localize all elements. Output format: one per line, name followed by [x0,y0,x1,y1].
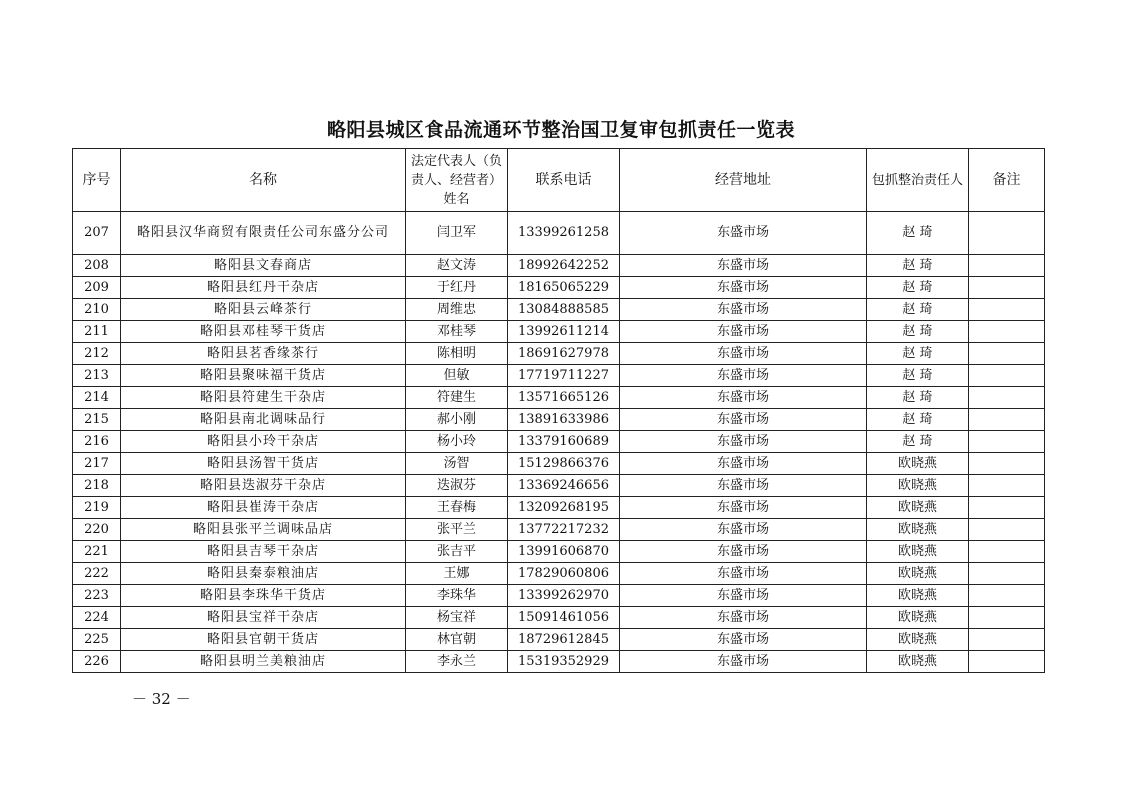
cell-representative: 迭淑芬 [406,475,508,497]
header-seq: 序号 [73,149,121,212]
cell-seq: 208 [73,255,121,277]
cell-phone: 15129866376 [508,453,620,475]
cell-address: 东盛市场 [620,343,867,365]
header-representative: 法定代表人（负责人、经营者）姓名 [406,149,508,212]
cell-address: 东盛市场 [620,453,867,475]
cell-name: 略阳县官朝干货店 [121,629,406,651]
cell-address: 东盛市场 [620,255,867,277]
cell-seq: 211 [73,321,121,343]
cell-name: 略阳县崔涛干杂店 [121,497,406,519]
table-row [73,541,1045,563]
document-title: 略阳县城区食品流通环节整治国卫复审包抓责任一览表 [326,119,795,141]
cell-note [969,607,1045,629]
cell-address: 东盛市场 [620,475,867,497]
cell-note [969,541,1045,563]
cell-name: 略阳县茗香缘茶行 [121,343,406,365]
cell-name: 略阳县邓桂琴干货店 [121,321,406,343]
table-row [73,563,1045,585]
cell-representative: 杨宝祥 [406,607,508,629]
cell-name: 略阳县李珠华干货店 [121,585,406,607]
cell-responsible: 欧晓燕 [867,541,969,563]
cell-seq: 216 [73,431,121,453]
table-row [73,585,1045,607]
cell-phone: 13379160689 [508,431,620,453]
cell-phone: 13399262970 [508,585,620,607]
cell-phone: 13992611214 [508,321,620,343]
cell-responsible: 赵 琦 [867,343,969,365]
table-row [73,651,1045,673]
cell-responsible: 欧晓燕 [867,453,969,475]
cell-seq: 226 [73,651,121,673]
cell-address: 东盛市场 [620,629,867,651]
cell-note [969,299,1045,321]
cell-representative: 陈相明 [406,343,508,365]
table-row [73,431,1045,453]
cell-address: 东盛市场 [620,497,867,519]
cell-phone: 17829060806 [508,563,620,585]
cell-responsible: 欧晓燕 [867,563,969,585]
cell-responsible: 欧晓燕 [867,607,969,629]
cell-seq: 214 [73,387,121,409]
cell-phone: 13571665126 [508,387,620,409]
cell-seq: 215 [73,409,121,431]
cell-representative: 李珠华 [406,585,508,607]
table-row [73,387,1045,409]
cell-address: 东盛市场 [620,585,867,607]
header-responsible: 包抓整治责任人 [867,149,969,212]
cell-name: 略阳县汉华商贸有限责任公司东盛分公司 [121,212,406,255]
cell-name: 略阳县南北调味品行 [121,409,406,431]
cell-responsible: 赵 琦 [867,387,969,409]
cell-representative: 邓桂琴 [406,321,508,343]
cell-phone: 13084888585 [508,299,620,321]
cell-seq: 221 [73,541,121,563]
cell-phone: 15091461056 [508,607,620,629]
cell-representative: 于红丹 [406,277,508,299]
cell-representative: 赵文涛 [406,255,508,277]
cell-note [969,475,1045,497]
cell-representative: 郝小刚 [406,409,508,431]
cell-responsible: 欧晓燕 [867,629,969,651]
header-note: 备注 [969,149,1045,212]
table-row [73,519,1045,541]
cell-note [969,343,1045,365]
cell-address: 东盛市场 [620,409,867,431]
cell-representative: 但敏 [406,365,508,387]
cell-note [969,212,1045,255]
cell-phone: 13772217232 [508,519,620,541]
cell-responsible: 欧晓燕 [867,497,969,519]
cell-note [969,563,1045,585]
cell-seq: 220 [73,519,121,541]
cell-seq: 223 [73,585,121,607]
cell-note [969,387,1045,409]
header-name: 名称 [121,149,406,212]
table-row [73,321,1045,343]
cell-note [969,651,1045,673]
cell-address: 东盛市场 [620,277,867,299]
cell-responsible: 欧晓燕 [867,585,969,607]
cell-phone: 13369246656 [508,475,620,497]
cell-responsible: 赵 琦 [867,409,969,431]
cell-address: 东盛市场 [620,387,867,409]
cell-seq: 224 [73,607,121,629]
cell-responsible: 赵 琦 [867,299,969,321]
cell-address: 东盛市场 [620,321,867,343]
cell-address: 东盛市场 [620,365,867,387]
cell-phone: 13209268195 [508,497,620,519]
table-row [73,277,1045,299]
cell-note [969,409,1045,431]
cell-seq: 225 [73,629,121,651]
table-row [73,255,1045,277]
cell-responsible: 欧晓燕 [867,651,969,673]
cell-phone: 13991606870 [508,541,620,563]
cell-representative: 王春梅 [406,497,508,519]
table-row [73,409,1045,431]
cell-representative: 王娜 [406,563,508,585]
cell-name: 略阳县红丹干杂店 [121,277,406,299]
cell-representative: 张平兰 [406,519,508,541]
cell-responsible: 欧晓燕 [867,519,969,541]
cell-address: 东盛市场 [620,299,867,321]
cell-representative: 符建生 [406,387,508,409]
cell-seq: 219 [73,497,121,519]
cell-note [969,365,1045,387]
table-row [73,497,1045,519]
cell-name: 略阳县小玲干杂店 [121,431,406,453]
cell-name: 略阳县宝祥干杂店 [121,607,406,629]
table-row [73,299,1045,321]
cell-responsible: 赵 琦 [867,431,969,453]
cell-phone: 13399261258 [508,212,620,255]
cell-name: 略阳县汤智干货店 [121,453,406,475]
cell-responsible: 赵 琦 [867,321,969,343]
cell-address: 东盛市场 [620,651,867,673]
page-number: － 32 － [132,690,191,708]
cell-representative: 杨小玲 [406,431,508,453]
cell-note [969,629,1045,651]
cell-note [969,453,1045,475]
cell-phone: 17719711227 [508,365,620,387]
cell-representative: 周维忠 [406,299,508,321]
cell-seq: 212 [73,343,121,365]
table-row [73,629,1045,651]
cell-name: 略阳县秦泰粮油店 [121,563,406,585]
cell-address: 东盛市场 [620,563,867,585]
cell-note [969,431,1045,453]
cell-seq: 222 [73,563,121,585]
cell-representative: 闫卫军 [406,212,508,255]
cell-name: 略阳县符建生干杂店 [121,387,406,409]
table-header-row [73,149,1045,212]
table-row [73,343,1045,365]
cell-seq: 217 [73,453,121,475]
cell-name: 略阳县明兰美粮油店 [121,651,406,673]
table-row [73,365,1045,387]
cell-representative: 李永兰 [406,651,508,673]
cell-representative: 张吉平 [406,541,508,563]
cell-phone: 18691627978 [508,343,620,365]
header-address: 经营地址 [620,149,867,212]
cell-note [969,277,1045,299]
cell-responsible: 欧晓燕 [867,475,969,497]
table-row [73,212,1045,255]
cell-seq: 210 [73,299,121,321]
cell-note [969,321,1045,343]
cell-responsible: 赵 琦 [867,212,969,255]
cell-phone: 18729612845 [508,629,620,651]
cell-seq: 213 [73,365,121,387]
cell-name: 略阳县文春商店 [121,255,406,277]
cell-address: 东盛市场 [620,607,867,629]
cell-phone: 18165065229 [508,277,620,299]
cell-address: 东盛市场 [620,541,867,563]
table-row [73,607,1045,629]
cell-seq: 207 [73,212,121,255]
cell-note [969,497,1045,519]
cell-seq: 209 [73,277,121,299]
table-row [73,453,1045,475]
cell-phone: 18992642252 [508,255,620,277]
cell-name: 略阳县聚味福干货店 [121,365,406,387]
cell-representative: 汤智 [406,453,508,475]
cell-representative: 林官朝 [406,629,508,651]
cell-address: 东盛市场 [620,212,867,255]
cell-name: 略阳县云峰茶行 [121,299,406,321]
table-row [73,475,1045,497]
cell-name: 略阳县吉琴干杂店 [121,541,406,563]
cell-seq: 218 [73,475,121,497]
cell-name: 略阳县迭淑芬干杂店 [121,475,406,497]
cell-name: 略阳县张平兰调味品店 [121,519,406,541]
cell-responsible: 赵 琦 [867,277,969,299]
cell-note [969,519,1045,541]
cell-phone: 15319352929 [508,651,620,673]
cell-address: 东盛市场 [620,431,867,453]
table-body [73,212,1045,673]
cell-note [969,255,1045,277]
cell-responsible: 赵 琦 [867,365,969,387]
cell-address: 东盛市场 [620,519,867,541]
responsibility-table [72,148,1045,673]
cell-phone: 13891633986 [508,409,620,431]
cell-note [969,585,1045,607]
header-phone: 联系电话 [508,149,620,212]
cell-responsible: 赵 琦 [867,255,969,277]
